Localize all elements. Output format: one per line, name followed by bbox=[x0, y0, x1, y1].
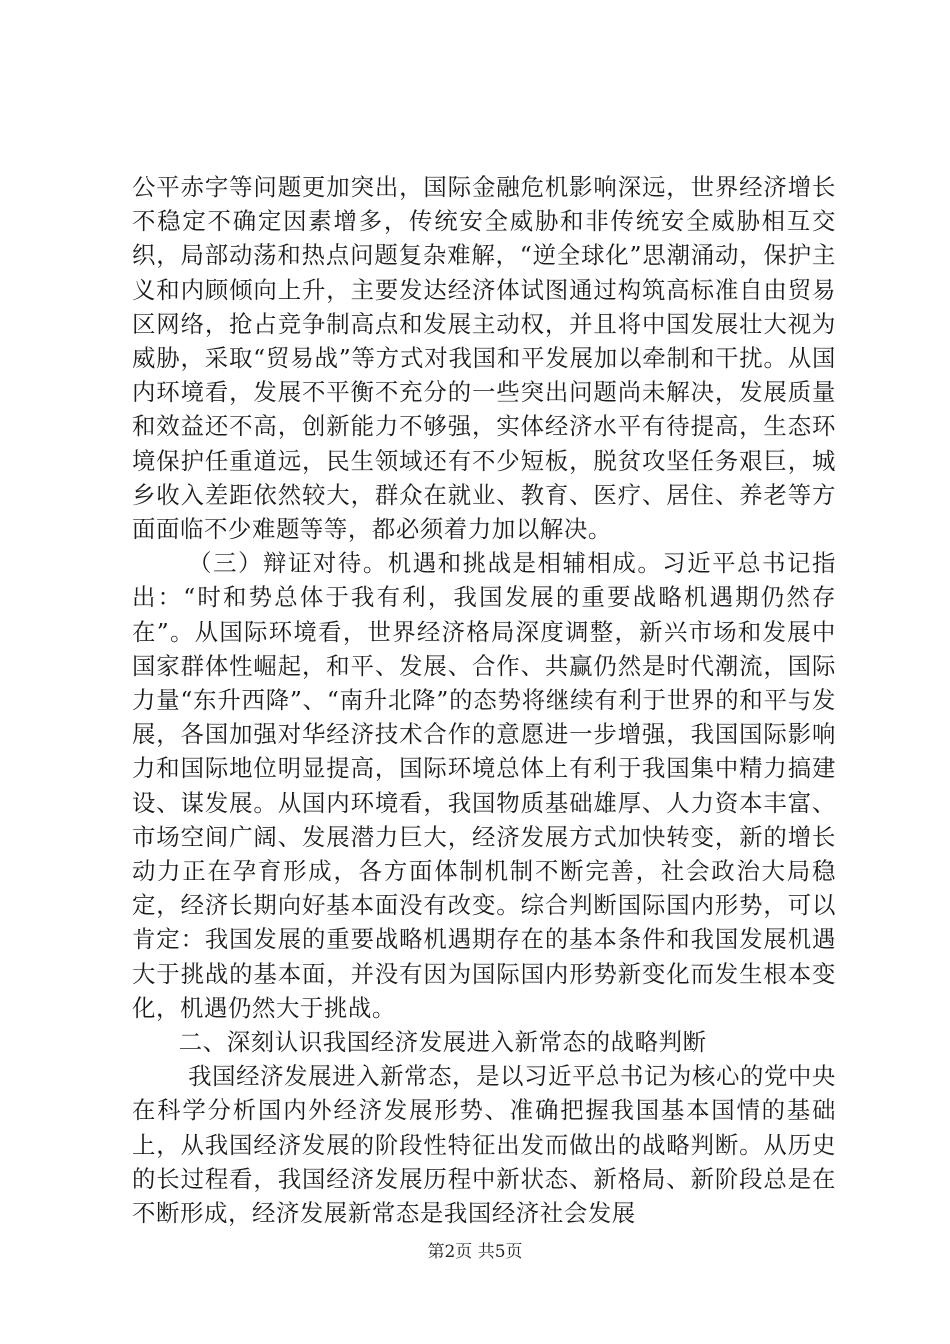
page-number-footer: 第2页 共5页 bbox=[427, 1242, 523, 1262]
paragraph-continued: 公平赤字等问题更加突出，国际金融危机影响深远，世界经济增长不稳定不确定因素增多，传统安全威胁和非传统安全威胁相互交织，局部动荡和热点问题复杂难解，“逆全球化”思潮涌动，保护主义和内顾倾向上升，主要发达经济体试图通过构筑高标准自由贸易区网络，抢占竞争制高点和发展主动权，并且将中国发展壮大视为威胁，采取“贸易战”等方式对我国和平发展加以牵制和干扰。从国内环境看，发展不平衡不充分的一些突出问题尚未解决，发展质量和效益还不高，创新能力不够强，实体经济水平有待提高，生态环境保护任重道远，民生领域还有不少短板，脱贫攻坚任务艰巨，城乡收入差距依然较大，群众在就业、教育、医疗、居住、养老等方面面临不少难题等等，都必须着力加以解决。 bbox=[132, 173, 836, 544]
section-heading-two: 二、深刻认识我国经济发展进入新常态的战略判断 bbox=[178, 1028, 707, 1057]
document-body bbox=[132, 170, 836, 1230]
paragraph-new-normal: 我国经济发展进入新常态，是以习近平总书记为核心的党中央在科学分析国内外经济发展形势、准确把握我国基本国情的基础上，从我国经济发展的阶段性特征出发而做出的战略判断。从历史的长过程看，我国经济发展历程中新状态、新格局、新阶段总是在不断形成，经济发展新常态是我国经济社会发展 bbox=[132, 1062, 836, 1228]
paragraph-section-three: （三）辩证对待。机遇和挑战是相辅相成。习近平总书记指出：“时和势总体于我有利，我国发展的重要战略机遇期仍然存在”。从国际环境看，世界经济格局深度调整，新兴市场和发展中国家群体性崛起，和平、发展、合作、共赢仍然是时代潮流，国际力量“东升西降”、“南升北降”的态势将继续有利于世界的和平与发展，各国加强对华经济技术合作的意愿进一步增强，我国国际影响力和国际地位明显提高，国际环境总体上有利于我国集中精力搞建设、谋发展。从国内环境看，我国物质基础雄厚、人力资本丰富、市场空间广阔、发展潜力巨大，经济发展方式加快转变，新的增长动力正在孕育形成，各方面体制机制不断完善，社会政治大局稳定，经济长期向好基本面没有改变。综合判断国际国内形势，可以肯定：我国发展的重要战略机遇期存在的基本条件和我国发展机遇大于挑战的基本面，并没有因为国际国内形势新变化而发生根本变化，机遇仍然大于挑战。 bbox=[132, 549, 836, 1022]
